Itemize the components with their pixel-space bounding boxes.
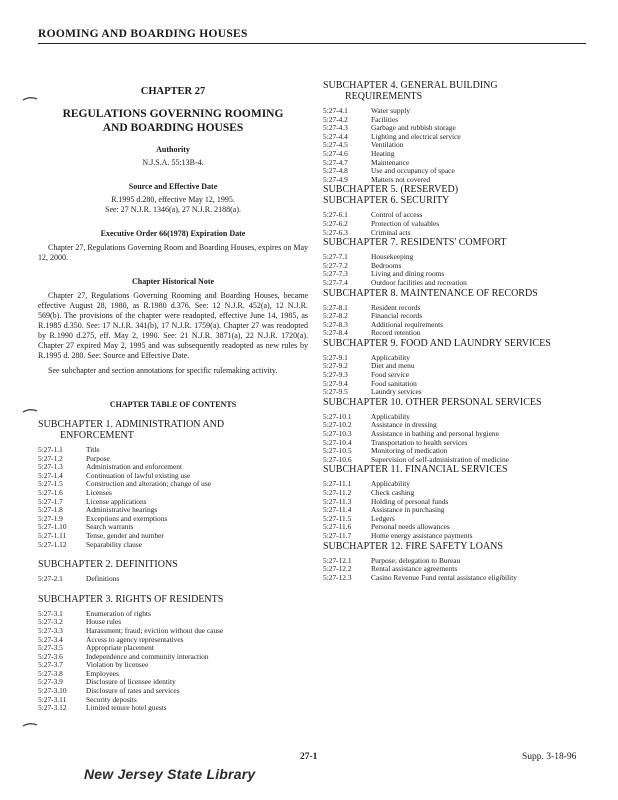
punch-mark [22, 96, 38, 102]
section-entry [323, 321, 585, 330]
subchapter-block [38, 559, 308, 584]
section-title: Lighting and electrical service [371, 131, 461, 141]
section-number: 5:27-11.5 [323, 513, 352, 523]
subchapter-block [323, 338, 585, 397]
section-list [38, 446, 308, 549]
subchapter-block [323, 237, 585, 287]
section-number: 5:27-1.2 [38, 453, 63, 463]
section-number: 5:27-9.2 [323, 361, 348, 371]
section-number: 5:27-10.4 [323, 437, 352, 447]
section-entry [38, 480, 308, 489]
section-number: 5:27-8.3 [323, 319, 348, 329]
section-title: Disclosure of rates and services [86, 686, 180, 696]
section-number: 5:27-11.3 [323, 496, 352, 506]
section-title: Employees [86, 668, 119, 678]
section-number: 5:27-9.3 [323, 370, 348, 380]
subchapter-title-text: SUBCHAPTER 10. OTHER PERSONAL SERVICES [323, 396, 542, 408]
running-header: ROOMING AND BOARDING HOUSES [38, 28, 586, 44]
section-title: Administration and enforcement [86, 462, 183, 472]
section-title: House rules [86, 617, 122, 627]
section-number: 5:27-4.7 [323, 157, 348, 167]
section-entry [38, 515, 308, 524]
section-title: Limited tenure hotel guests [86, 703, 167, 713]
section-number: 5:27-3.3 [38, 625, 63, 635]
subchapter-title-text: SUBCHAPTER 11. FINANCIAL SERVICES [323, 464, 508, 476]
section-entry [38, 653, 308, 662]
section-number: 5:27-7.2 [323, 260, 348, 270]
subchapter-title-text: SUBCHAPTER 3. RIGHTS OF RESIDENTS [38, 593, 224, 605]
section-number: 5:27-4.5 [323, 140, 348, 150]
section-number: 5:27-4.4 [323, 131, 348, 141]
subchapter-title [323, 338, 585, 349]
subchapter-block [323, 541, 585, 583]
section-entry [323, 133, 585, 142]
section-title: Applicability [371, 411, 410, 421]
subchapter-title-text: SUBCHAPTER 7. RESIDENTS' COMFORT [323, 237, 507, 249]
left-subchapter-list [38, 419, 308, 713]
section-entry [38, 636, 308, 645]
section-number: 5:27-3.11 [38, 694, 67, 704]
section-number: 5:27-3.5 [38, 643, 63, 653]
section-title: Record retention [371, 328, 421, 338]
section-title: Bedrooms [371, 260, 402, 270]
section-number: 5:27-11.4 [323, 505, 352, 515]
subchapter-block [323, 464, 585, 540]
section-number: 5:27-9.1 [323, 352, 348, 362]
section-number: 5:27-8.4 [323, 328, 348, 338]
section-entry [323, 176, 585, 185]
section-number: 5:27-1.7 [38, 496, 63, 506]
section-title: Exceptions and exemptions [86, 513, 168, 523]
section-title: Purpose; delegation to Bureau [371, 555, 461, 565]
section-title: Purpose [86, 453, 110, 463]
section-entry [323, 354, 585, 363]
section-number: 5:27-10.2 [323, 420, 352, 430]
library-stamp: New Jersey State Library [84, 766, 256, 782]
section-entry [38, 523, 308, 532]
section-entry [323, 574, 585, 583]
section-title: Protection of valuables [371, 218, 440, 228]
subchapter-title [323, 237, 585, 248]
section-title: Ventilation [371, 140, 404, 150]
expiration-text: Chapter 27, Regulations Governing Room and Boarding Houses, expires on May 12, 2000. [38, 243, 308, 262]
section-entry [323, 413, 585, 422]
section-title: Title [86, 445, 100, 454]
subchapter-block [323, 80, 585, 184]
supplement-date: Supp. 3-18-96 [522, 752, 577, 762]
section-number: 5:27-1.1 [38, 445, 63, 454]
source-heading: Source and Effective Date [128, 182, 218, 191]
section-entry [323, 229, 585, 238]
section-number: 5:27-2.1 [38, 574, 63, 584]
section-number: 5:27-3.12 [38, 703, 67, 713]
section-title: Appropriate placement [86, 643, 154, 653]
section-title: Resident records [371, 302, 421, 312]
section-title: Ledgers [371, 513, 395, 523]
section-number: 5:27-6.1 [323, 210, 348, 220]
section-title: Definitions [86, 574, 120, 584]
section-title: Violation by licensee [86, 660, 149, 670]
section-number: 5:27-6.2 [323, 218, 348, 228]
section-entry [323, 304, 585, 313]
source-text: R.1995 d.280, effective May 12, 1995. See: 27 N.J.R. 1346(a), 27 N.J.R. 2188(a). [105, 195, 241, 214]
section-entry [323, 211, 585, 220]
subchapter-title [323, 288, 585, 299]
toc-heading: CHAPTER TABLE OF CONTENTS [109, 400, 237, 409]
section-entry [38, 489, 308, 498]
section-title: Access to agency representatives [86, 634, 184, 644]
section-entry [323, 532, 585, 541]
section-entry [323, 253, 585, 262]
section-number: 5:27-6.3 [323, 227, 348, 237]
section-entry [38, 704, 308, 713]
section-title: Transportation to health services [371, 437, 468, 447]
section-title: Supervision of self-administration of medicine [371, 454, 509, 464]
punch-mark [22, 408, 38, 414]
section-list [323, 413, 585, 465]
section-title: Personal needs allowances [371, 522, 450, 532]
section-list [323, 107, 585, 184]
section-list [323, 480, 585, 540]
section-title: Assistance in bathing and personal hygiene [371, 429, 499, 439]
section-title: Licenses [86, 487, 112, 497]
subchapter-title-continuation: ENFORCEMENT [60, 430, 134, 441]
section-number: 5:27-10.3 [323, 429, 352, 439]
section-number: 5:27-8.2 [323, 311, 348, 321]
chapter-number: CHAPTER 27 [140, 86, 206, 97]
subchapter-block [323, 184, 585, 195]
section-title: Holding of personal funds [371, 496, 449, 506]
section-list [38, 575, 308, 584]
section-number: 5:27-4.9 [323, 174, 348, 184]
section-number: 5:27-1.5 [38, 479, 63, 489]
subchapter-title-text: SUBCHAPTER 4. GENERAL BUILDING [323, 80, 498, 91]
section-number: 5:27-9.4 [323, 378, 348, 388]
section-entry [323, 279, 585, 288]
subchapter-title-text: SUBCHAPTER 1. ADMINISTRATION AND [38, 419, 225, 430]
authority-heading: Authority [156, 145, 190, 154]
section-number: 5:27-1.4 [38, 470, 63, 480]
section-number: 5:27-1.8 [38, 505, 63, 515]
subchapter-title-text: SUBCHAPTER 9. FOOD AND LAUNDRY SERVICES [323, 337, 551, 349]
subchapter-title-text: SUBCHAPTER 8. MAINTENANCE OF RECORDS [323, 287, 538, 299]
section-list [38, 610, 308, 713]
section-entry [38, 610, 308, 619]
section-title: Financial records [371, 311, 423, 321]
section-number: 5:27-8.1 [323, 302, 348, 312]
section-entry [323, 480, 585, 489]
section-number: 5:27-4.2 [323, 114, 348, 124]
section-number: 5:27-9.5 [323, 387, 348, 397]
section-number: 5:27-11.2 [323, 488, 352, 497]
section-list [323, 354, 585, 397]
section-title: Food service [371, 370, 409, 380]
section-entry [323, 515, 585, 524]
section-list [323, 211, 585, 237]
subchapter-title [38, 594, 308, 605]
section-entry [323, 167, 585, 176]
section-entry [323, 388, 585, 397]
subchapter-block [38, 594, 308, 713]
section-number: 5:27-3.7 [38, 660, 63, 670]
page-number: 27-1 [300, 752, 318, 762]
section-number: 5:27-3.4 [38, 634, 63, 644]
section-entry [323, 456, 585, 465]
subchapter-title [323, 80, 585, 102]
section-title: Security deposits [86, 694, 137, 704]
section-entry [323, 107, 585, 116]
section-number: 5:27-1.11 [38, 530, 67, 540]
section-title: Tense, gender and number [86, 530, 164, 540]
subchapter-title [38, 419, 308, 441]
subchapter-title-continuation: REQUIREMENTS [345, 91, 423, 102]
section-title: Administrative hearings [86, 505, 158, 515]
section-entry [38, 696, 308, 705]
section-title: Separability clause [86, 539, 143, 549]
section-title: Assistance in purchasing [371, 505, 445, 515]
subchapter-title [38, 559, 308, 570]
section-number: 5:27-7.3 [323, 269, 348, 279]
section-entry [323, 150, 585, 159]
section-number: 5:27-3.10 [38, 686, 67, 696]
section-title: Disclosure of licensee identity [86, 677, 176, 687]
section-entry [323, 498, 585, 507]
punch-mark [22, 722, 38, 728]
section-entry [38, 506, 308, 515]
section-title: Construction and alteration; change of use [86, 479, 211, 489]
subchapter-block [323, 195, 585, 237]
annotation-note: See subchapter and section annotations for specific rulemaking activity. [48, 366, 278, 375]
section-title: Additional requirements [371, 319, 444, 329]
section-title: Maintenance [371, 157, 410, 167]
section-title: Monitoring of medication [371, 446, 448, 456]
section-number: 5:27-10.5 [323, 446, 352, 456]
section-number: 5:27-12.1 [323, 555, 352, 565]
section-title: Check cashing [371, 488, 415, 497]
section-title: Enumeration of rights [86, 608, 151, 618]
section-number: 5:27-3.9 [38, 677, 63, 687]
section-title: Housekeeping [371, 252, 414, 262]
section-number: 5:27-3.6 [38, 651, 63, 661]
section-number: 5:27-11.7 [323, 530, 352, 540]
section-entry [323, 329, 585, 338]
section-number: 5:27-3.1 [38, 608, 63, 618]
section-title: Facilities [371, 114, 399, 124]
section-entry [323, 362, 585, 371]
section-entry [323, 141, 585, 150]
authority-text: N.J.S.A. 55:13B-4. [142, 158, 204, 167]
section-number: 5:27-11.6 [323, 522, 352, 532]
history-heading: Chapter Historical Note [131, 277, 215, 286]
section-entry [38, 661, 308, 670]
section-entry [38, 498, 308, 507]
subchapter-title [323, 397, 585, 408]
subchapter-title [323, 195, 585, 206]
section-title: Living and dining rooms [371, 269, 445, 279]
section-title: Matters not covered [371, 174, 431, 184]
subchapter-title [323, 184, 585, 195]
section-title: Applicability [371, 352, 410, 362]
section-title: Home energy assistance payments [371, 530, 473, 540]
section-title: Continuation of lawful existing use [86, 470, 191, 480]
subchapter-block [38, 419, 308, 549]
section-title: Heating [371, 148, 395, 158]
section-title: Independence and community interaction [86, 651, 209, 661]
subchapter-title [323, 464, 585, 475]
section-title: Rental assistance agreements [371, 564, 458, 574]
section-title: Assistance in dressing [371, 420, 437, 430]
section-entry [38, 532, 308, 541]
section-title: Use and occupancy of space [371, 166, 455, 176]
section-list [323, 304, 585, 338]
section-title: Applicability [371, 479, 410, 489]
section-title: Casino Revenue Fund rental assistance eligibility [371, 572, 517, 582]
section-number: 5:27-7.1 [323, 252, 348, 262]
section-title: Outdoor facilities and recreation [371, 277, 467, 287]
section-number: 5:27-12.3 [323, 572, 352, 582]
section-title: License applications [86, 496, 147, 506]
section-number: 5:27-12.2 [323, 564, 352, 574]
subchapter-block [323, 288, 585, 338]
section-entry [323, 371, 585, 380]
section-entry [323, 380, 585, 389]
section-title: Diet and menu [371, 361, 415, 371]
section-title: Garbage and rubbish storage [371, 123, 456, 133]
chapter-title: REGULATIONS GOVERNING ROOMING AND BOARDING HOUSES [62, 108, 284, 134]
subchapter-block [323, 397, 585, 465]
section-entry [38, 687, 308, 696]
history-note: Chapter 27, Regulations Governing Rooming and Boarding Houses, became effective August 28, 1980, as R.1980 d.376. See: 12 N.J.R. 452(a), 12 N.J.R. 569(b). The provisions of the chapter were readopted, effective June 14, 1985, as R.1985 d.350. See: 17 N.J.R. 341(b), 17 N.J.R. 1759(a). Chapter 27 was readopted by R.1990 d.275, eff. May 2, 1990. See: 21 N.J.R. 3871(a), 22 N.J.R. 1720(a). Chapter 27 expired May 2, 1995 and was subsequently readopted as new rules by R.1995 d. 280. See: Source and Effective Date. [38, 291, 308, 360]
expiration-heading: Executive Order 66(1978) Expiration Date [100, 229, 246, 238]
right-subchapter-list [323, 80, 585, 582]
section-list [323, 557, 585, 583]
subchapter-title-text: SUBCHAPTER 6. SECURITY [323, 195, 450, 207]
section-list [323, 253, 585, 287]
section-number: 5:27-4.1 [323, 106, 348, 115]
section-title: Water supply [371, 106, 411, 115]
section-number: 5:27-1.6 [38, 487, 63, 497]
section-number: 5:27-10.6 [323, 454, 352, 464]
section-number: 5:27-1.3 [38, 462, 63, 472]
section-title: Food sanitation [371, 378, 417, 388]
section-title: Search warrants [86, 522, 134, 532]
section-number: 5:27-3.2 [38, 617, 63, 627]
section-number: 5:27-4.6 [323, 148, 348, 158]
section-entry [38, 446, 308, 455]
section-title: Criminal acts [371, 227, 411, 237]
right-column [323, 80, 585, 582]
section-number: 5:27-3.8 [38, 668, 63, 678]
section-entry [323, 220, 585, 229]
subchapter-title-text: SUBCHAPTER 5. (RESERVED) [323, 184, 459, 196]
section-number: 5:27-4.8 [323, 166, 348, 176]
section-entry [323, 262, 585, 271]
section-number: 5:27-7.4 [323, 277, 348, 287]
subchapter-title [323, 541, 585, 552]
section-entry [323, 312, 585, 321]
section-number: 5:27-11.1 [323, 479, 352, 489]
section-entry [38, 541, 308, 550]
section-title: Laundry services [371, 387, 422, 397]
section-entry [323, 506, 585, 515]
subchapter-title-text: SUBCHAPTER 12. FIRE SAFETY LOANS [323, 540, 503, 552]
section-number: 5:27-1.12 [38, 539, 67, 549]
section-entry [38, 575, 308, 584]
section-title: Control of access [371, 210, 423, 220]
section-entry [323, 439, 585, 448]
section-number: 5:27-4.3 [323, 123, 348, 133]
section-number: 5:27-1.10 [38, 522, 67, 532]
section-entry [323, 489, 585, 498]
section-title: Harassment; fraud; eviction without due cause [86, 625, 224, 635]
section-number: 5:27-10.1 [323, 411, 352, 421]
left-column [38, 80, 308, 713]
section-number: 5:27-1.9 [38, 513, 63, 523]
subchapter-title-text: SUBCHAPTER 2. DEFINITIONS [38, 559, 178, 571]
